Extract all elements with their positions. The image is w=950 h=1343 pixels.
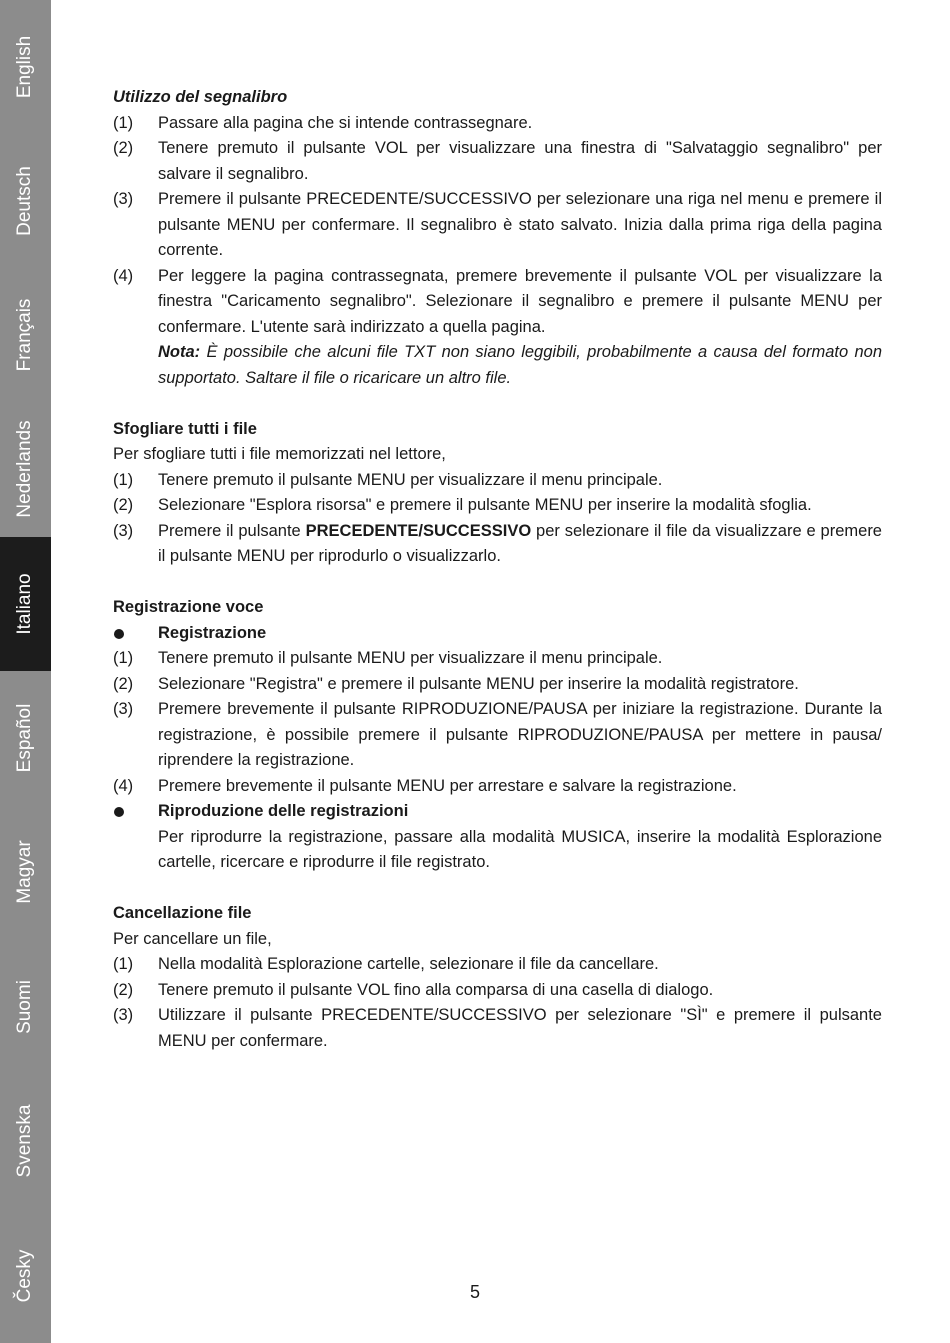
item-number: (2) xyxy=(113,496,134,514)
item-text: Premere il pulsante PRECEDENTE/SUCCESSIVO per selezionare una riga nel menu e premere il pulsante MENU per confermare. Il segnalibro è stato salvato. Inizia dalla prima riga della pagina corrente. xyxy=(158,190,882,259)
section-heading-bookmark: Utilizzo del segnalibro xyxy=(113,88,288,106)
item-number: (3) xyxy=(113,1006,134,1024)
item-number: (4) xyxy=(113,776,134,795)
note xyxy=(113,340,882,391)
tab-label: Français xyxy=(14,298,35,372)
language-sidebar xyxy=(0,0,51,1343)
item-text: Per leggere la pagina contrassegnata, premere brevemente il pulsante VOL per visualizzare la finestra "Caricamento segnalibro". Selezionare il segnalibro e premere il pulsante MENU per confermare. L'utente sarà indirizzato a quella pagina. xyxy=(158,266,882,336)
list-item xyxy=(113,136,882,187)
item-text: Tenere premuto il pulsante VOL per visualizzare una finestra di "Salvataggio segnalibro" per salvare il segnalibro. xyxy=(158,139,882,183)
item-text: Nella modalità Esplorazione cartelle, selezionare il file da cancellare. xyxy=(158,955,659,973)
item-number: (4) xyxy=(113,266,134,285)
list-item xyxy=(113,493,882,519)
tab-label: Suomi xyxy=(14,980,35,1034)
item-text: Tenere premuto il pulsante MENU per visualizzare il menu principale. xyxy=(158,470,663,489)
tab-english[interactable] xyxy=(0,0,51,134)
bullet-icon xyxy=(113,621,158,647)
playback-text: Per riprodurre la registrazione, passare alla modalità MUSICA, inserire la modalità Esplorazione cartelle, ricercare e riprodurre il file registrato. xyxy=(158,827,882,871)
list-item xyxy=(113,1003,882,1054)
tab-label: Nederlands xyxy=(14,420,35,518)
item-text: Premere brevemente il pulsante MENU per arrestare e salvare la registrazione. xyxy=(158,776,737,795)
list-item xyxy=(113,646,882,672)
item-text: Premere il pulsante PRECEDENTE/SUCCESSIVO per selezionare il file da visualizzare e premere il pulsante MENU per riprodurlo o visualizzarlo. xyxy=(158,521,882,565)
item-number: (1) xyxy=(113,470,134,489)
tab-label: Español xyxy=(14,703,35,773)
note-label: Nota: xyxy=(158,343,201,361)
tab-nederlands[interactable] xyxy=(0,402,51,536)
item-text: Passare alla pagina che si intende contrassegnare. xyxy=(158,113,533,132)
tab-suomi[interactable] xyxy=(0,940,51,1074)
bullet-item xyxy=(113,621,882,647)
bullet-item xyxy=(113,799,882,825)
tab-deutsch[interactable] xyxy=(0,134,51,268)
tab-label: Italiano xyxy=(14,573,35,635)
list-item xyxy=(113,264,882,341)
item-text: Selezionare "Registra" e premere il pulsante MENU per inserire la modalità registratore. xyxy=(158,674,799,693)
list-item xyxy=(113,697,882,774)
list-item xyxy=(113,519,882,570)
item-text: Tenere premuto il pulsante MENU per visualizzare il menu principale. xyxy=(158,649,663,667)
tab-label: Svenska xyxy=(14,1104,35,1178)
tab-label: English xyxy=(14,35,35,99)
list-item xyxy=(113,187,882,264)
page-number: 5 xyxy=(469,1282,480,1302)
tab-svenska[interactable] xyxy=(0,1074,51,1208)
item-number: (1) xyxy=(113,955,134,973)
tab-espanol[interactable] xyxy=(0,671,51,805)
item-number: (2) xyxy=(113,980,134,999)
item-text: Tenere premuto il pulsante VOL fino alla comparsa di una casella di dialogo. xyxy=(158,980,714,999)
tab-label: Magyar xyxy=(14,840,35,904)
item-text: Utilizzare il pulsante PRECEDENTE/SUCCESSIVO per selezionare "SÌ" e premere il pulsante MENU per confermare. xyxy=(158,1006,882,1050)
item-text: Premere brevemente il pulsante RIPRODUZIONE/PAUSA per iniziare la registrazione. Durante la registrazione, è possibile premere il pulsante RIPRODUZIONE/PAUSA per mettere in pausa/ riprendere la registrazione. xyxy=(158,700,882,769)
list-item xyxy=(113,774,882,800)
item-number: (2) xyxy=(113,139,134,157)
item-number: (3) xyxy=(113,700,134,718)
list-item xyxy=(113,672,882,698)
tab-francais[interactable] xyxy=(0,268,51,402)
bullet-icon xyxy=(113,799,158,825)
list-item xyxy=(113,978,882,1004)
section-heading-voice-recording: Registrazione voce xyxy=(113,598,264,616)
item-number: (3) xyxy=(113,190,134,208)
item-text: Selezionare "Esplora risorsa" e premere il pulsante MENU per inserire la modalità sfoglia. xyxy=(158,496,812,514)
subheading-recording: Registrazione xyxy=(158,623,267,642)
item-number: (1) xyxy=(113,113,134,132)
list-item xyxy=(113,111,882,137)
tab-label: Česky xyxy=(14,1249,35,1303)
list-item xyxy=(113,468,882,494)
item-number: (2) xyxy=(113,674,134,693)
tab-label: Deutsch xyxy=(14,166,35,236)
note-text: È possibile che alcuni file TXT non siano leggibili, probabilmente a causa del formato non supportato. Saltare il file o ricaricare un altro file. xyxy=(158,343,882,387)
section-heading-delete-file: Cancellazione file xyxy=(113,904,252,922)
tab-magyar[interactable] xyxy=(0,805,51,939)
main-content xyxy=(113,85,882,1054)
list-item xyxy=(113,952,882,978)
section-heading-browse: Sfogliare tutti i file xyxy=(113,419,257,438)
item-bold-text: PRECEDENTE/SUCCESSIVO xyxy=(305,521,532,540)
tab-italiano[interactable] xyxy=(0,537,51,671)
subheading-playback: Riproduzione delle registrazioni xyxy=(158,802,409,820)
section-intro: Per cancellare un file, xyxy=(113,929,272,948)
item-number: (3) xyxy=(113,521,134,540)
section-intro: Per sfogliare tutti i file memorizzati nel lettore, xyxy=(113,445,446,463)
item-number: (1) xyxy=(113,649,134,667)
tab-cesky[interactable] xyxy=(0,1209,51,1343)
